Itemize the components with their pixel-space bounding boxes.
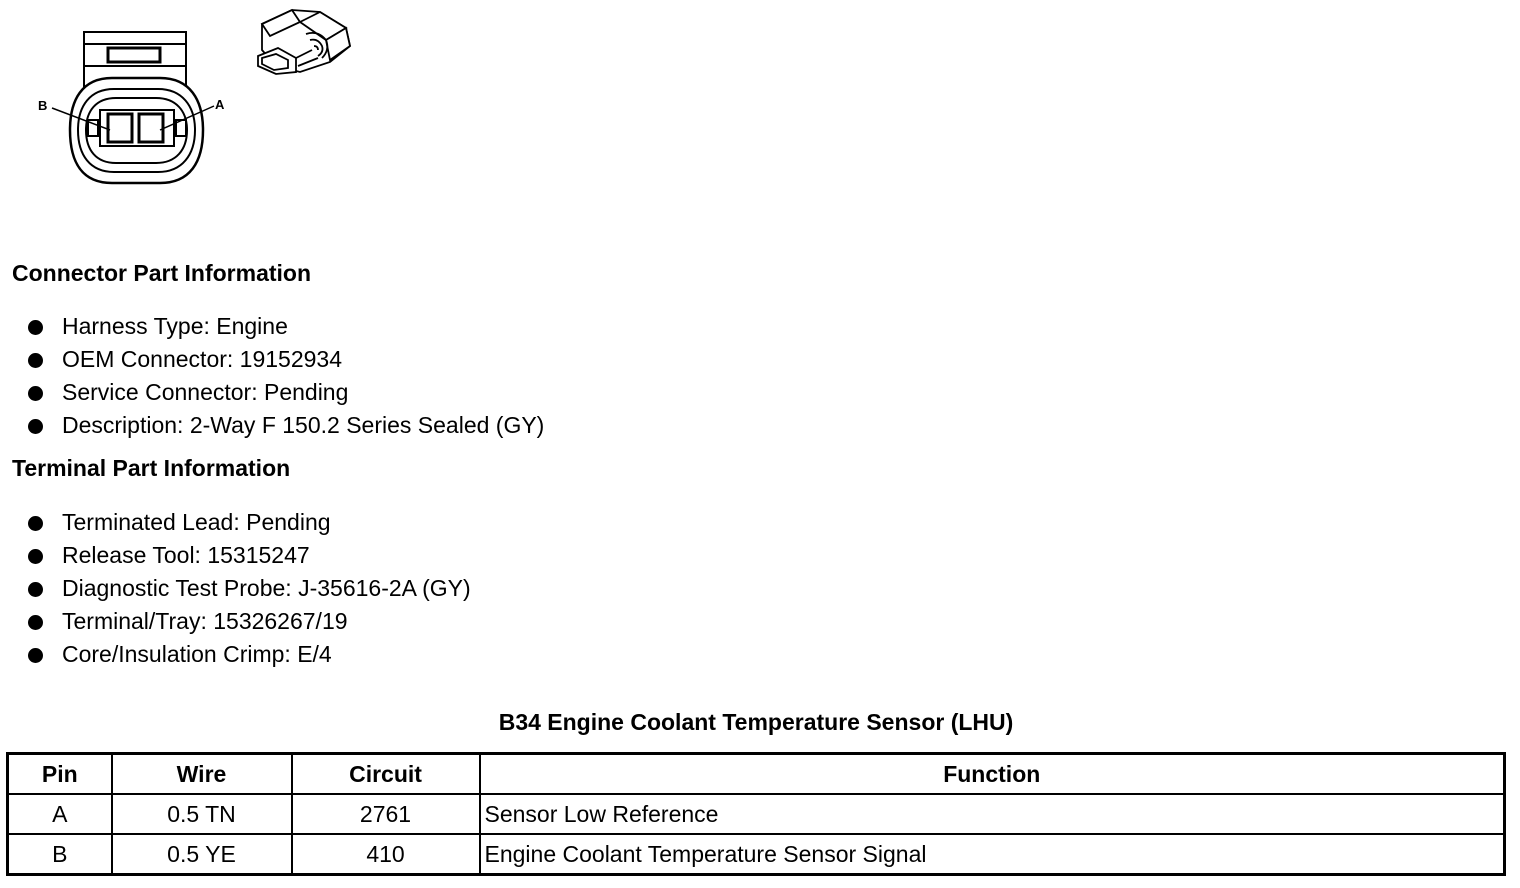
- connector-face-view: [52, 32, 214, 183]
- pin-table-title: B34 Engine Coolant Temperature Sensor (LHU): [498, 709, 1014, 735]
- column-header-wire: Wire: [112, 754, 292, 795]
- bullet-icon: [28, 353, 43, 368]
- terminal-part-info-heading: Terminal Part Information: [12, 455, 291, 481]
- cell-circuit: 410: [292, 834, 480, 875]
- list-item: Terminated Lead: Pending: [28, 506, 471, 539]
- cell-circuit: 2761: [292, 794, 480, 834]
- bullet-icon: [28, 648, 43, 663]
- connector-part-info-list: [28, 310, 544, 442]
- connector-diagram: [0, 0, 380, 200]
- cell-wire: 0.5 TN: [112, 794, 292, 834]
- pin-table: [6, 752, 1506, 876]
- cell-function: Sensor Low Reference: [480, 794, 1505, 834]
- bullet-icon: [28, 582, 43, 597]
- cell-pin: A: [8, 794, 112, 834]
- cell-function: Engine Coolant Temperature Sensor Signal: [480, 834, 1505, 875]
- bullet-icon: [28, 320, 43, 335]
- pin-label-a: A: [215, 97, 225, 112]
- column-header-pin: Pin: [8, 754, 112, 795]
- bullet-icon: [28, 386, 43, 401]
- terminal-part-info-list: [28, 506, 471, 671]
- connector-part-info-heading: Connector Part Information: [12, 260, 312, 286]
- list-item: Terminal/Tray: 15326267/19: [28, 605, 471, 638]
- pin-label-b: B: [38, 98, 48, 113]
- list-item: Harness Type: Engine: [28, 310, 544, 343]
- list-item: Service Connector: Pending: [28, 376, 544, 409]
- cell-wire: 0.5 YE: [112, 834, 292, 875]
- cell-pin: B: [8, 834, 112, 875]
- column-header-circuit: Circuit: [292, 754, 480, 795]
- table-header-row: [8, 754, 1505, 795]
- bullet-icon: [28, 516, 43, 531]
- table-row: [8, 794, 1505, 834]
- list-item: OEM Connector: 19152934: [28, 343, 544, 376]
- list-item: Core/Insulation Crimp: E/4: [28, 638, 471, 671]
- bullet-icon: [28, 549, 43, 564]
- list-item: Release Tool: 15315247: [28, 539, 471, 572]
- column-header-function: Function: [480, 754, 1505, 795]
- table-row: [8, 834, 1505, 875]
- list-item: Diagnostic Test Probe: J-35616-2A (GY): [28, 572, 471, 605]
- bullet-icon: [28, 615, 43, 630]
- list-item: Description: 2-Way F 150.2 Series Sealed (GY): [28, 409, 544, 442]
- connector-isometric-view: [258, 10, 350, 74]
- bullet-icon: [28, 419, 43, 434]
